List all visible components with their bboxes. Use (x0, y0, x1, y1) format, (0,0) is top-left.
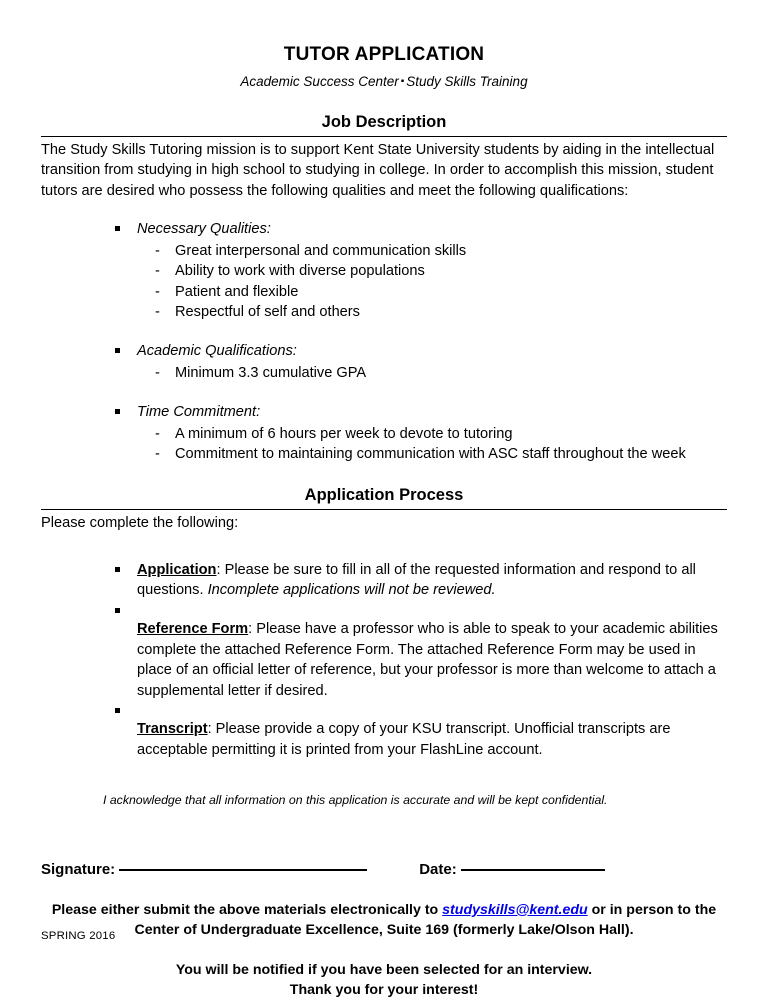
process-item-term: Reference Form (137, 621, 249, 638)
process-item-term: Transcript (137, 721, 208, 738)
square-bullet-icon (115, 567, 120, 572)
process-item-colon: : (216, 561, 221, 578)
sub-list-item (155, 282, 727, 302)
application-process-intro: Please complete the following: (41, 515, 239, 532)
sub-list (113, 423, 727, 465)
sub-list-item-label: Minimum 3.3 cumulative GPA (175, 364, 367, 381)
signature-row (41, 810, 727, 878)
bullet-label: Necessary Qualities: (137, 221, 271, 238)
term-stamp: SPRING 2016 (41, 930, 116, 942)
dash-bullet-icon: - (155, 446, 160, 463)
square-bullet-icon (115, 348, 120, 353)
sub-list-item (155, 363, 727, 383)
bullet-group-necessary-qualities (113, 219, 727, 322)
square-bullet-icon (115, 226, 120, 231)
process-item-colon: : (248, 621, 253, 638)
process-item-term: Application (137, 561, 217, 578)
sub-list-item (155, 424, 727, 444)
dash-bullet-icon: - (155, 425, 160, 442)
sub-list-item-label: Commitment to maintaining communication with ASC staff throughout the week (175, 446, 686, 463)
date-label: Date: (419, 860, 457, 878)
signature-label: Signature: (41, 860, 116, 878)
process-item-body: Please provide a copy of your KSU transcript. Unofficial transcripts are acceptable permitting it is printed from your FlashLine account. (137, 721, 671, 758)
process-item-colon: : (207, 721, 212, 738)
bullet-item (113, 341, 727, 361)
sub-list-item (155, 444, 727, 464)
process-item-application (113, 560, 727, 601)
sub-list-item-label: Ability to work with diverse populations (175, 263, 425, 280)
page-title: TUTOR APPLICATION (283, 44, 485, 65)
bullet-label: Academic Qualifications: (137, 343, 297, 360)
sub-list-item-label: Respectful of self and others (175, 303, 360, 320)
process-item-reference-form (113, 601, 727, 701)
bullet-item (113, 402, 727, 422)
job-description-heading: Job Description (321, 113, 447, 131)
bullet-group-time-commitment (113, 383, 727, 464)
submission-suffix: or in person to the Center of Undergraduate Excellence, Suite 169 (formerly Lake/Olson Hall). (134, 901, 717, 938)
sub-list-item-label: A minimum of 6 hours per week to devote to tutoring (175, 425, 513, 442)
sub-list (113, 240, 727, 323)
subtitle-separator-icon: ▪ (400, 76, 405, 87)
subtitle-left-text: Academic Success Center (240, 74, 399, 89)
process-item-body: Please be sure to fill in all of the requested information and respond to all questions. (137, 561, 696, 599)
submission-prefix: Please either submit the above materials electronically to (51, 901, 443, 918)
qualities-list (41, 201, 727, 464)
process-item-transcript (113, 701, 727, 760)
dash-bullet-icon: - (155, 283, 160, 300)
dash-bullet-icon: - (155, 242, 160, 259)
sub-list-item (155, 241, 727, 261)
signature-input-line[interactable] (119, 869, 367, 871)
bullet-label: Time Commitment: (137, 404, 261, 421)
date-input-line[interactable] (461, 869, 605, 871)
square-bullet-icon (115, 708, 120, 713)
closing-message (41, 940, 727, 1000)
bullet-group-academic-qualifications (113, 322, 727, 383)
bullet-item (113, 219, 727, 239)
application-process-list (41, 534, 727, 761)
application-process-heading: Application Process (304, 486, 464, 505)
dash-bullet-icon: - (155, 263, 160, 280)
dash-bullet-icon: - (155, 303, 160, 320)
email-link[interactable]: studyskills@kent.edu (442, 901, 588, 918)
submission-instructions (41, 878, 727, 940)
square-bullet-icon (115, 608, 120, 613)
document-subtitle (41, 66, 727, 89)
sub-list-item (155, 302, 727, 322)
sub-list-item-label: Great interpersonal and communication skills (175, 242, 467, 259)
notification-line: You will be notified if you have been selected for an interview. (175, 961, 593, 978)
thanks-line: Thank you for your interest! (289, 982, 479, 999)
process-item-body: Please have a professor who is able to speak to your academic abilities complete the attached Reference Form. The attached Reference Form may be used in place of an official letter of reference, but your professor is more than welcome to attach a supplemental letter if desired. (137, 621, 718, 699)
sub-list (113, 362, 727, 383)
sub-list-item (155, 261, 727, 281)
dash-bullet-icon: - (155, 364, 160, 381)
acknowledgement-statement: I acknowledge that all information on this application is accurate and will be kept confidential. (103, 793, 608, 808)
subtitle-right-text: Study Skills Training (406, 74, 528, 89)
process-item-emphasis: Incomplete applications will not be reviewed. (207, 582, 496, 599)
job-description-intro: The Study Skills Tutoring mission is to support Kent State University students by aiding in the intellectual transition from studying in high school to studying in college. In order to accomplish this mission, student tutors are desired who possess the following qualities and meet the following qualifications: (41, 142, 715, 199)
square-bullet-icon (115, 409, 120, 414)
sub-list-item-label: Patient and flexible (175, 283, 299, 300)
